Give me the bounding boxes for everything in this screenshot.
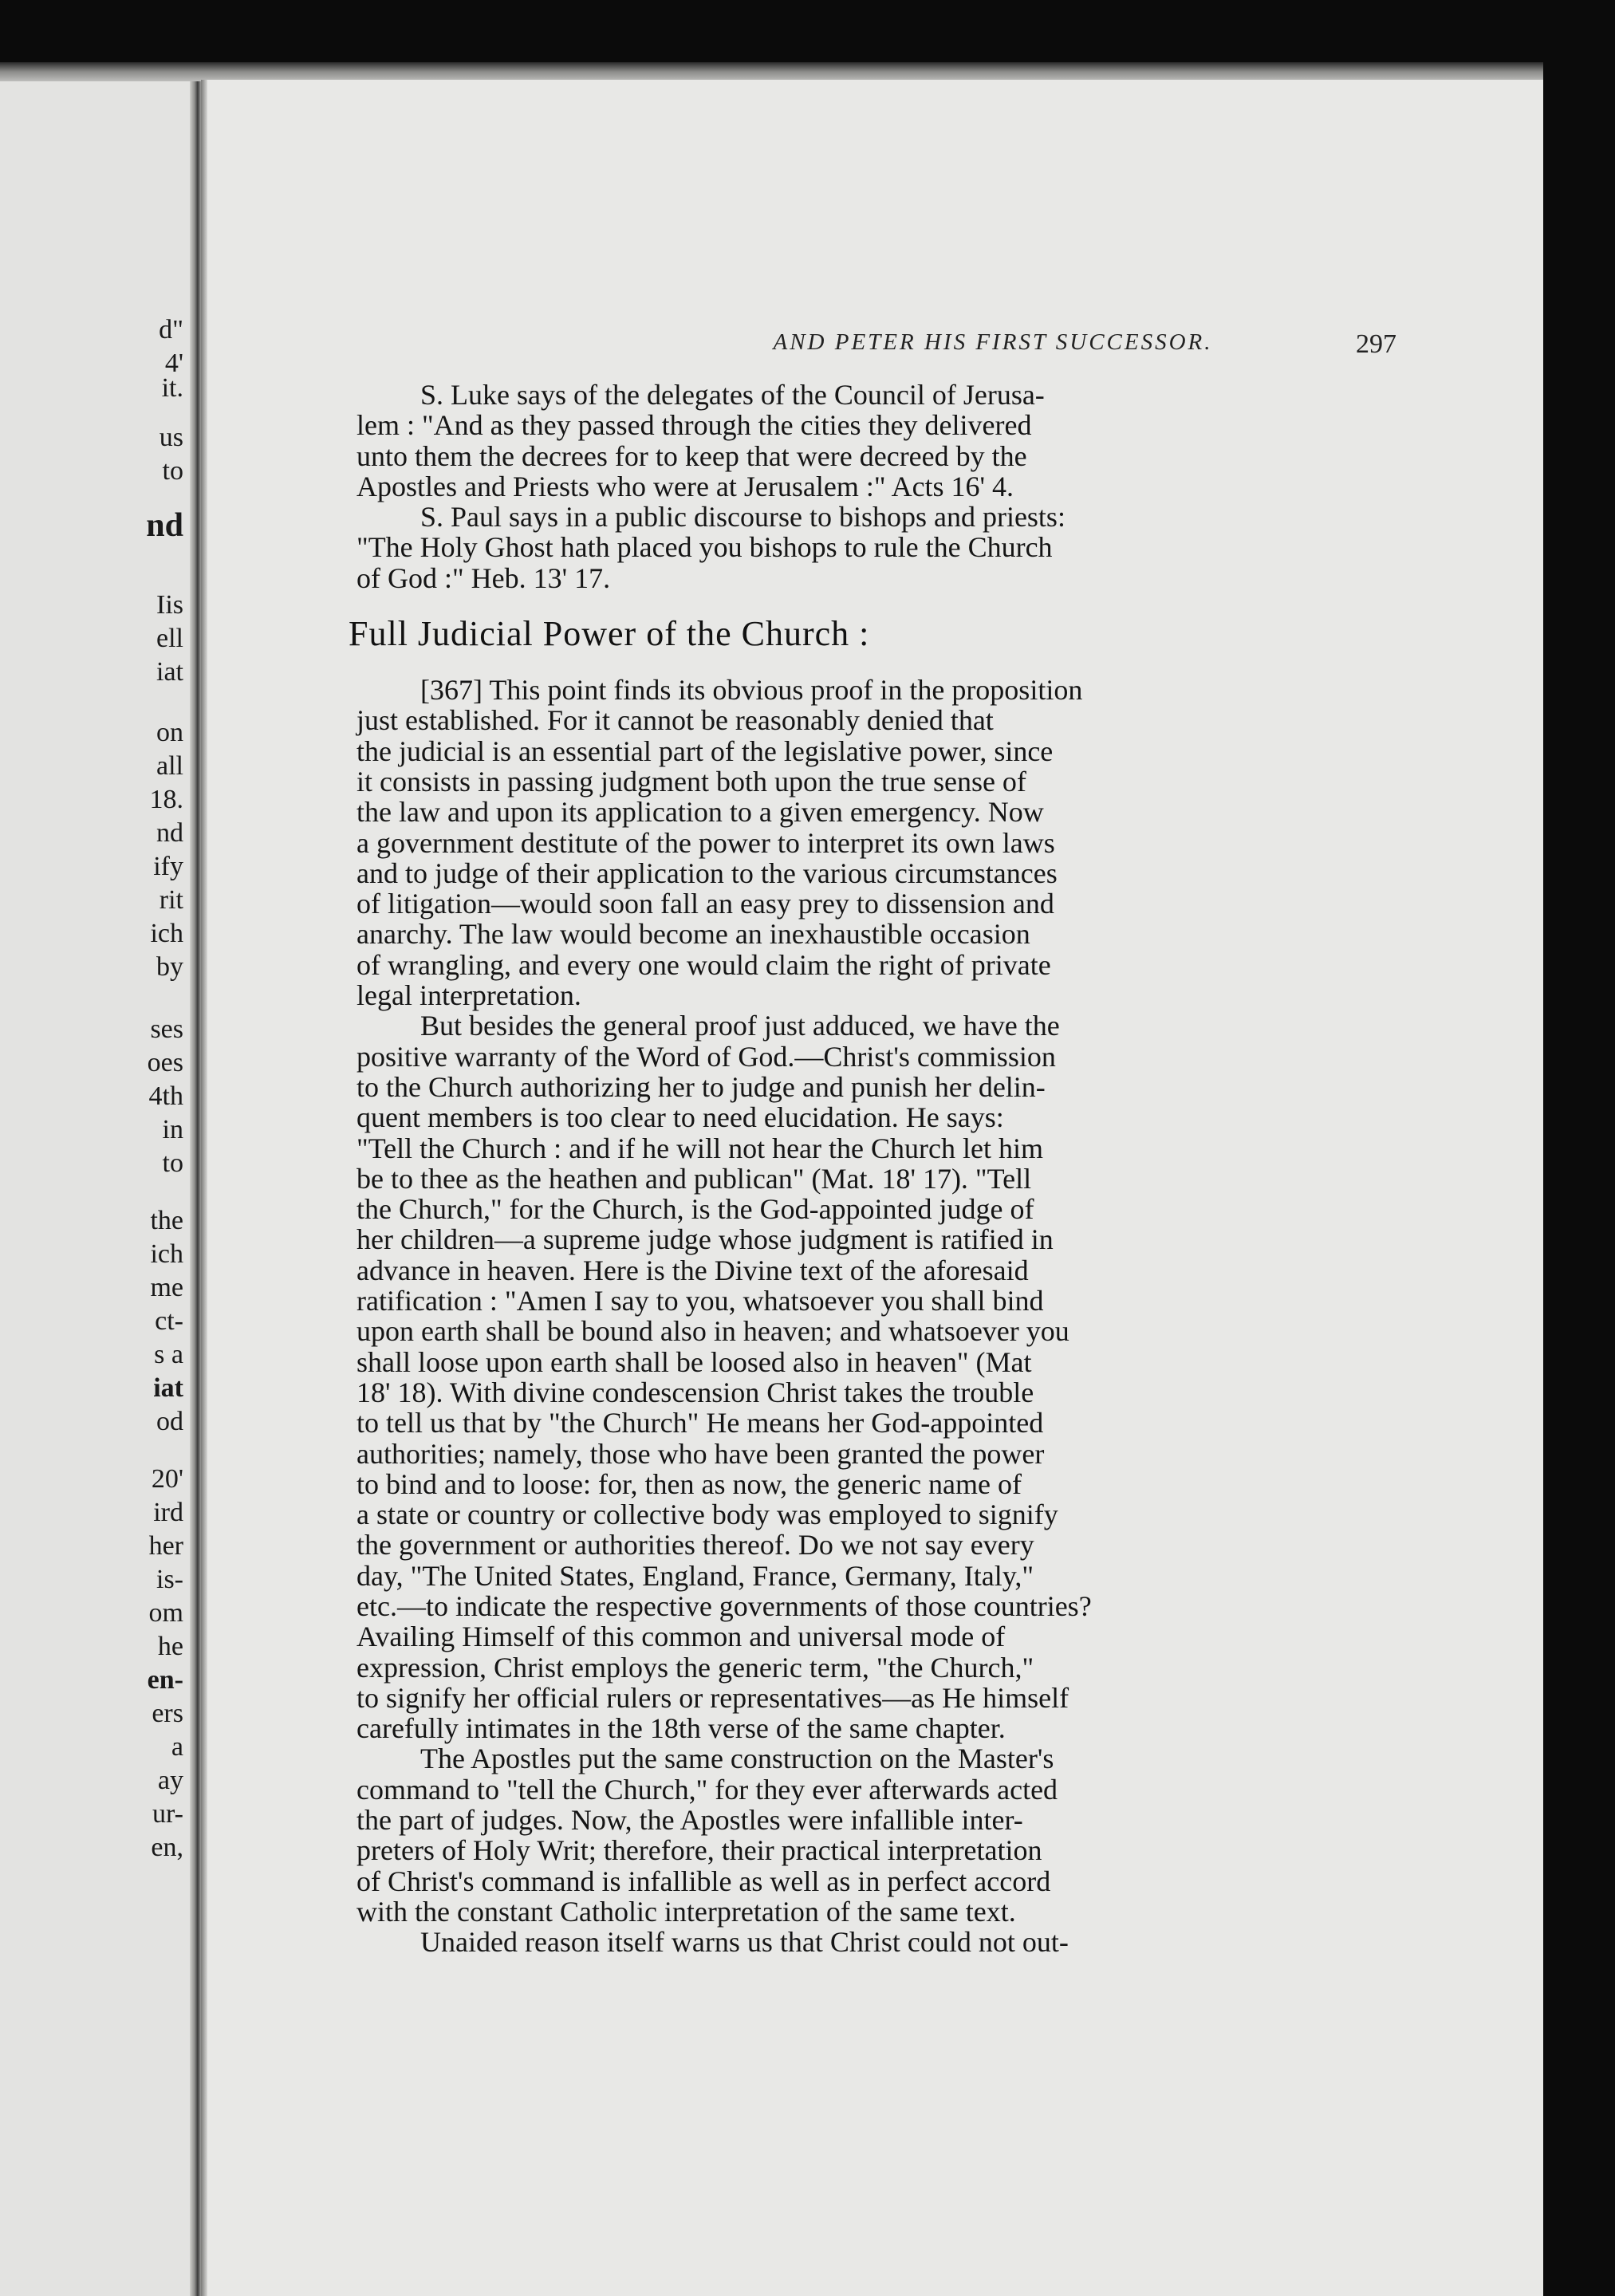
text-line: advance in heaven. Here is the Divine text of the aforesaid [356, 1254, 1029, 1286]
text-line: the Church," for the Church, is the God-appointed judge of [356, 1193, 1034, 1226]
text-line: positive warranty of the Word of God.—Christ's commission [356, 1040, 1056, 1073]
page-number: 297 [1356, 329, 1396, 359]
text-line: [367] This point finds its obvious proof in the proposition [420, 674, 1083, 707]
text-line: to signify her official rulers or representatives—as He himself [356, 1681, 1069, 1714]
text-line: upon earth shall be bound also in heaven; and whatsoever you [356, 1315, 1069, 1348]
left-page-fragment: d" [159, 315, 183, 345]
left-page-fragment: 20' [151, 1464, 183, 1494]
left-page-fragment: 4th [148, 1081, 183, 1111]
left-page-fragment: s a [154, 1340, 183, 1369]
left-page-fragment: ers [152, 1699, 183, 1728]
left-page-fragment: us [159, 423, 183, 452]
text-line: etc.—to indicate the respective governments of those countries? [356, 1589, 1092, 1622]
section-paragraphs [356, 675, 1227, 1957]
text-line: be to thee as the heathen and publican" (Mat. 18' 17). "Tell [356, 1162, 1032, 1195]
left-page-fragment: ird [153, 1498, 183, 1527]
left-page-fragment: en, [151, 1833, 183, 1862]
left-page-fragment: to [162, 1148, 183, 1178]
left-page-fragment: Iis [156, 590, 183, 620]
left-page-fragment: ich [150, 1239, 183, 1269]
text-line: the law and upon its application to a given emergency. Now [356, 796, 1044, 829]
left-page-fragment: on [156, 718, 183, 747]
left-page-fragment: od [156, 1407, 183, 1436]
text-line: the part of judges. Now, the Apostles were infallible inter- [356, 1804, 1023, 1837]
text-line: unto them the decrees for to keep that were decreed by the [356, 439, 1027, 472]
left-page-fragment: her [148, 1531, 183, 1561]
adjacent-left-page [0, 68, 201, 2296]
text-line: But besides the general proof just adduced, we have the [420, 1010, 1060, 1042]
left-page-fragment: all [156, 751, 183, 781]
text-line: and to judge of their application to the various circumstances [356, 857, 1058, 889]
text-line: S. Luke says of the delegates of the Council of Jerusa- [420, 379, 1045, 411]
left-page-fragment: iat [156, 657, 183, 687]
text-line: of wrangling, and every one would claim the right of private [356, 948, 1051, 981]
left-page-fragment: ur- [152, 1799, 183, 1829]
left-page-fragment: en- [147, 1665, 183, 1695]
text-line: carefully intimates in the 18th verse of the same chapter. [356, 1712, 1006, 1745]
text-line: shall loose upon earth shall be loosed also in heaven" (Mat [356, 1345, 1032, 1378]
text-line: day, "The United States, England, France, Germany, Italy," [356, 1559, 1034, 1592]
left-page-fragment: in [162, 1115, 183, 1144]
top-page-curl [0, 62, 1543, 81]
left-page-fragment: a [171, 1732, 183, 1762]
text-line: "Tell the Church : and if he will not hear the Church let him [356, 1132, 1043, 1164]
text-line: preters of Holy Writ; therefore, their practical interpretation [356, 1834, 1042, 1867]
text-line: Availing Himself of this common and universal mode of [356, 1621, 1006, 1653]
text-line: legal interpretation. [356, 979, 581, 1012]
left-page-fragment: ell [156, 624, 183, 653]
text-line: a state or country or collective body was employed to signify [356, 1499, 1058, 1531]
left-page-fragment: it. [161, 373, 183, 403]
opening-paragraphs [356, 380, 1227, 593]
text-line: her children—a supreme judge whose judgment is ratified in [356, 1223, 1054, 1256]
text-line: ratification : "Amen I say to you, whatsoever you shall bind [356, 1285, 1044, 1317]
scan-border-right [1543, 80, 1615, 2296]
left-page-fragment: is- [156, 1565, 183, 1594]
left-page-fragment: ay [157, 1766, 183, 1795]
left-page-fragment: ses [150, 1014, 183, 1044]
section-heading: Full Judicial Power of the Church : [349, 614, 870, 654]
left-page-fragment: he [157, 1632, 183, 1661]
left-page-fragment: the [150, 1206, 183, 1235]
text-line: "The Holy Ghost hath placed you bishops to rule the Church [356, 531, 1053, 564]
text-line: the government or authorities thereof. Do we not say every [356, 1529, 1034, 1562]
left-page-fragment: ify [153, 852, 183, 881]
text-line: The Apostles put the same construction on the Master's [420, 1743, 1054, 1775]
text-line: 18' 18). With divine condescension Christ takes the trouble [356, 1376, 1034, 1408]
text-line: expression, Christ employs the generic term, "the Church," [356, 1651, 1034, 1684]
text-line: to tell us that by "the Church" He means her God-appointed [356, 1407, 1044, 1439]
left-page-fragment: oes [147, 1048, 183, 1077]
text-line: the judicial is an essential part of the legislative power, since [356, 734, 1054, 767]
text-line: to the Church authorizing her to judge and punish her delin- [356, 1070, 1046, 1103]
left-page-fragment: ct- [155, 1306, 183, 1336]
text-line: a government destitute of the power to interpret its own laws [356, 826, 1055, 859]
text-line: authorities; namely, those who have been granted the power [356, 1437, 1045, 1470]
text-line: command to "tell the Church," for they ever afterwards acted [356, 1773, 1058, 1806]
text-line: lem : "And as they passed through the cities they delivered [356, 409, 1032, 442]
left-page-fragment: nd [146, 507, 183, 544]
text-line: it consists in passing judgment both upon the true sense of [356, 765, 1026, 797]
page-gutter [190, 68, 201, 2296]
body-text [349, 379, 1227, 1959]
left-page-fragment: me [150, 1273, 183, 1302]
text-line: just established. For it cannot be reasonably denied that [356, 704, 994, 737]
text-line: Unaided reason itself warns us that Christ could not out- [420, 1926, 1069, 1959]
left-page-fragment: 18. [149, 785, 183, 814]
left-page-fragment: 4' [164, 349, 183, 378]
text-line: of God :" Heb. 13' 17. [356, 561, 611, 594]
left-page-fragment: to [162, 456, 183, 486]
left-page-fragment: ich [150, 919, 183, 948]
text-line: anarchy. The law would become an inexhaustible occasion [356, 918, 1030, 951]
left-page-fragment: by [156, 952, 183, 982]
text-line: quent members is too clear to need elucidation. He says: [356, 1101, 1004, 1134]
text-line: S. Paul says in a public discourse to bishops and priests: [420, 501, 1066, 534]
page-inner-edge [201, 80, 207, 2296]
left-page-fragment: rit [159, 885, 183, 915]
left-page-fragment: iat [153, 1373, 183, 1403]
running-head-text: AND PETER HIS FIRST SUCCESSOR. [773, 329, 1213, 355]
text-line: of Christ's command is infallible as well as in perfect accord [356, 1865, 1051, 1897]
text-line: Apostles and Priests who were at Jerusalem :" Acts 16' 4. [356, 470, 1014, 502]
text-line: to bind and to loose: for, then as now, the generic name of [356, 1467, 1022, 1500]
left-page-fragment: om [148, 1598, 183, 1628]
running-head [554, 329, 1432, 356]
text-line: of litigation—would soon fall an easy prey to dissension and [356, 888, 1054, 920]
left-page-fragment: nd [156, 818, 183, 848]
book-page [201, 80, 1543, 2296]
text-line: with the constant Catholic interpretation of the same text. [356, 1895, 1016, 1928]
